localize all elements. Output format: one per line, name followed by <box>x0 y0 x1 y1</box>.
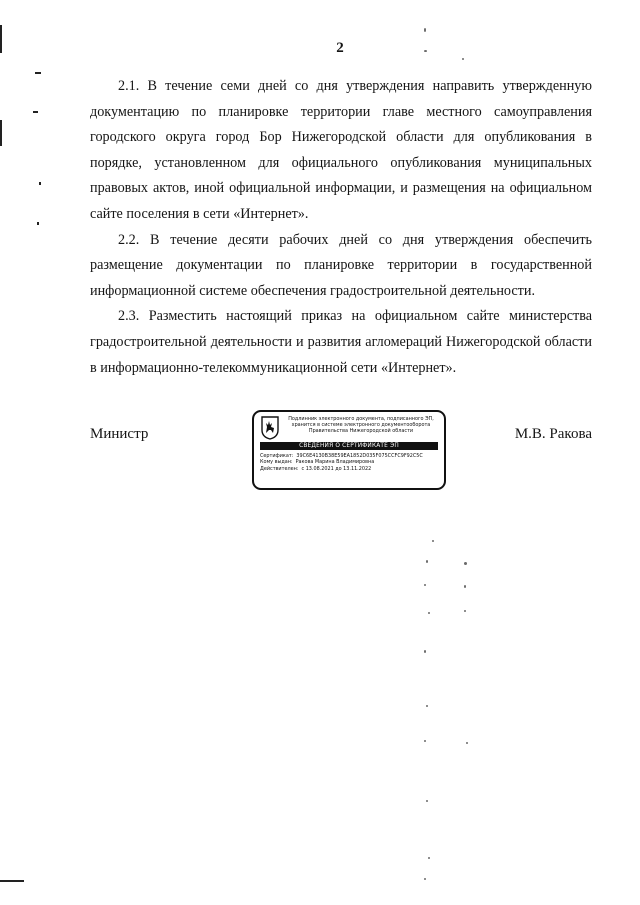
certificate-value: 39C6E4130B38E59EA1852D035F075CCFC9F92C5C <box>296 453 423 459</box>
scan-edge-mark <box>33 111 38 113</box>
signer-name: М.В. Ракова <box>514 426 592 442</box>
deer-coat-of-arms-icon <box>260 416 280 440</box>
signer-title: Министр <box>90 426 149 442</box>
paragraph-2-1: 2.1. В течение семи дней со дня утверждения направить утвержденную документацию по планировке территории главе местного самоуправления городского округа город Бор Нижегородской области для опубликования в порядке, установленном для официального опубликования муниципальных правовых актов, иной официальной информации, и размещения на официальном сайте поселения в сети «Интернет». <box>90 78 592 222</box>
scan-edge-mark <box>35 72 41 74</box>
scan-edge-mark <box>0 120 2 146</box>
certificate-info-header: СВЕДЕНИЯ О СЕРТИФИКАТЕ ЭП <box>260 442 438 450</box>
owner-value: Ракова Марина Владимировна <box>295 459 375 466</box>
scan-edge-mark <box>39 182 41 185</box>
paragraph-2-2: 2.2. В течение десяти рабочих дней со дня утверждения обеспечить размещение документации по планировке территории в государственной информационной системе обеспечения градостроительной деятельности. <box>90 231 592 299</box>
validity-label: Действителен: <box>260 465 299 472</box>
stamp-intro-line: Подлинник электронного документа, подписанного ЭП, <box>288 416 434 422</box>
page-number: 2 <box>336 40 344 56</box>
validity-row <box>260 466 438 472</box>
body-text <box>90 74 592 381</box>
electronic-signature-stamp <box>252 410 446 490</box>
scan-edge-mark <box>0 25 2 53</box>
scan-edge-mark <box>37 222 39 225</box>
stamp-intro-line: Правительства Нижегородской области <box>308 428 414 435</box>
certificate-label: Сертификат: <box>260 453 294 459</box>
stamp-header <box>260 416 438 440</box>
stamp-intro <box>284 416 438 435</box>
owner-label: Кому выдан: <box>260 459 293 466</box>
validity-value: с 13.08.2021 до 13.11.2022 <box>301 465 372 472</box>
scan-edge-mark <box>0 880 24 882</box>
paragraph-2-3: 2.3. Разместить настоящий приказ на официальном сайте министерства градостроительной деятельности и развития агломераций Нижегородской области в информационно-телекоммуникационной сети «Интернет». <box>90 308 592 376</box>
stamp-intro-line: хранится в системе электронного документооборота <box>291 422 431 429</box>
